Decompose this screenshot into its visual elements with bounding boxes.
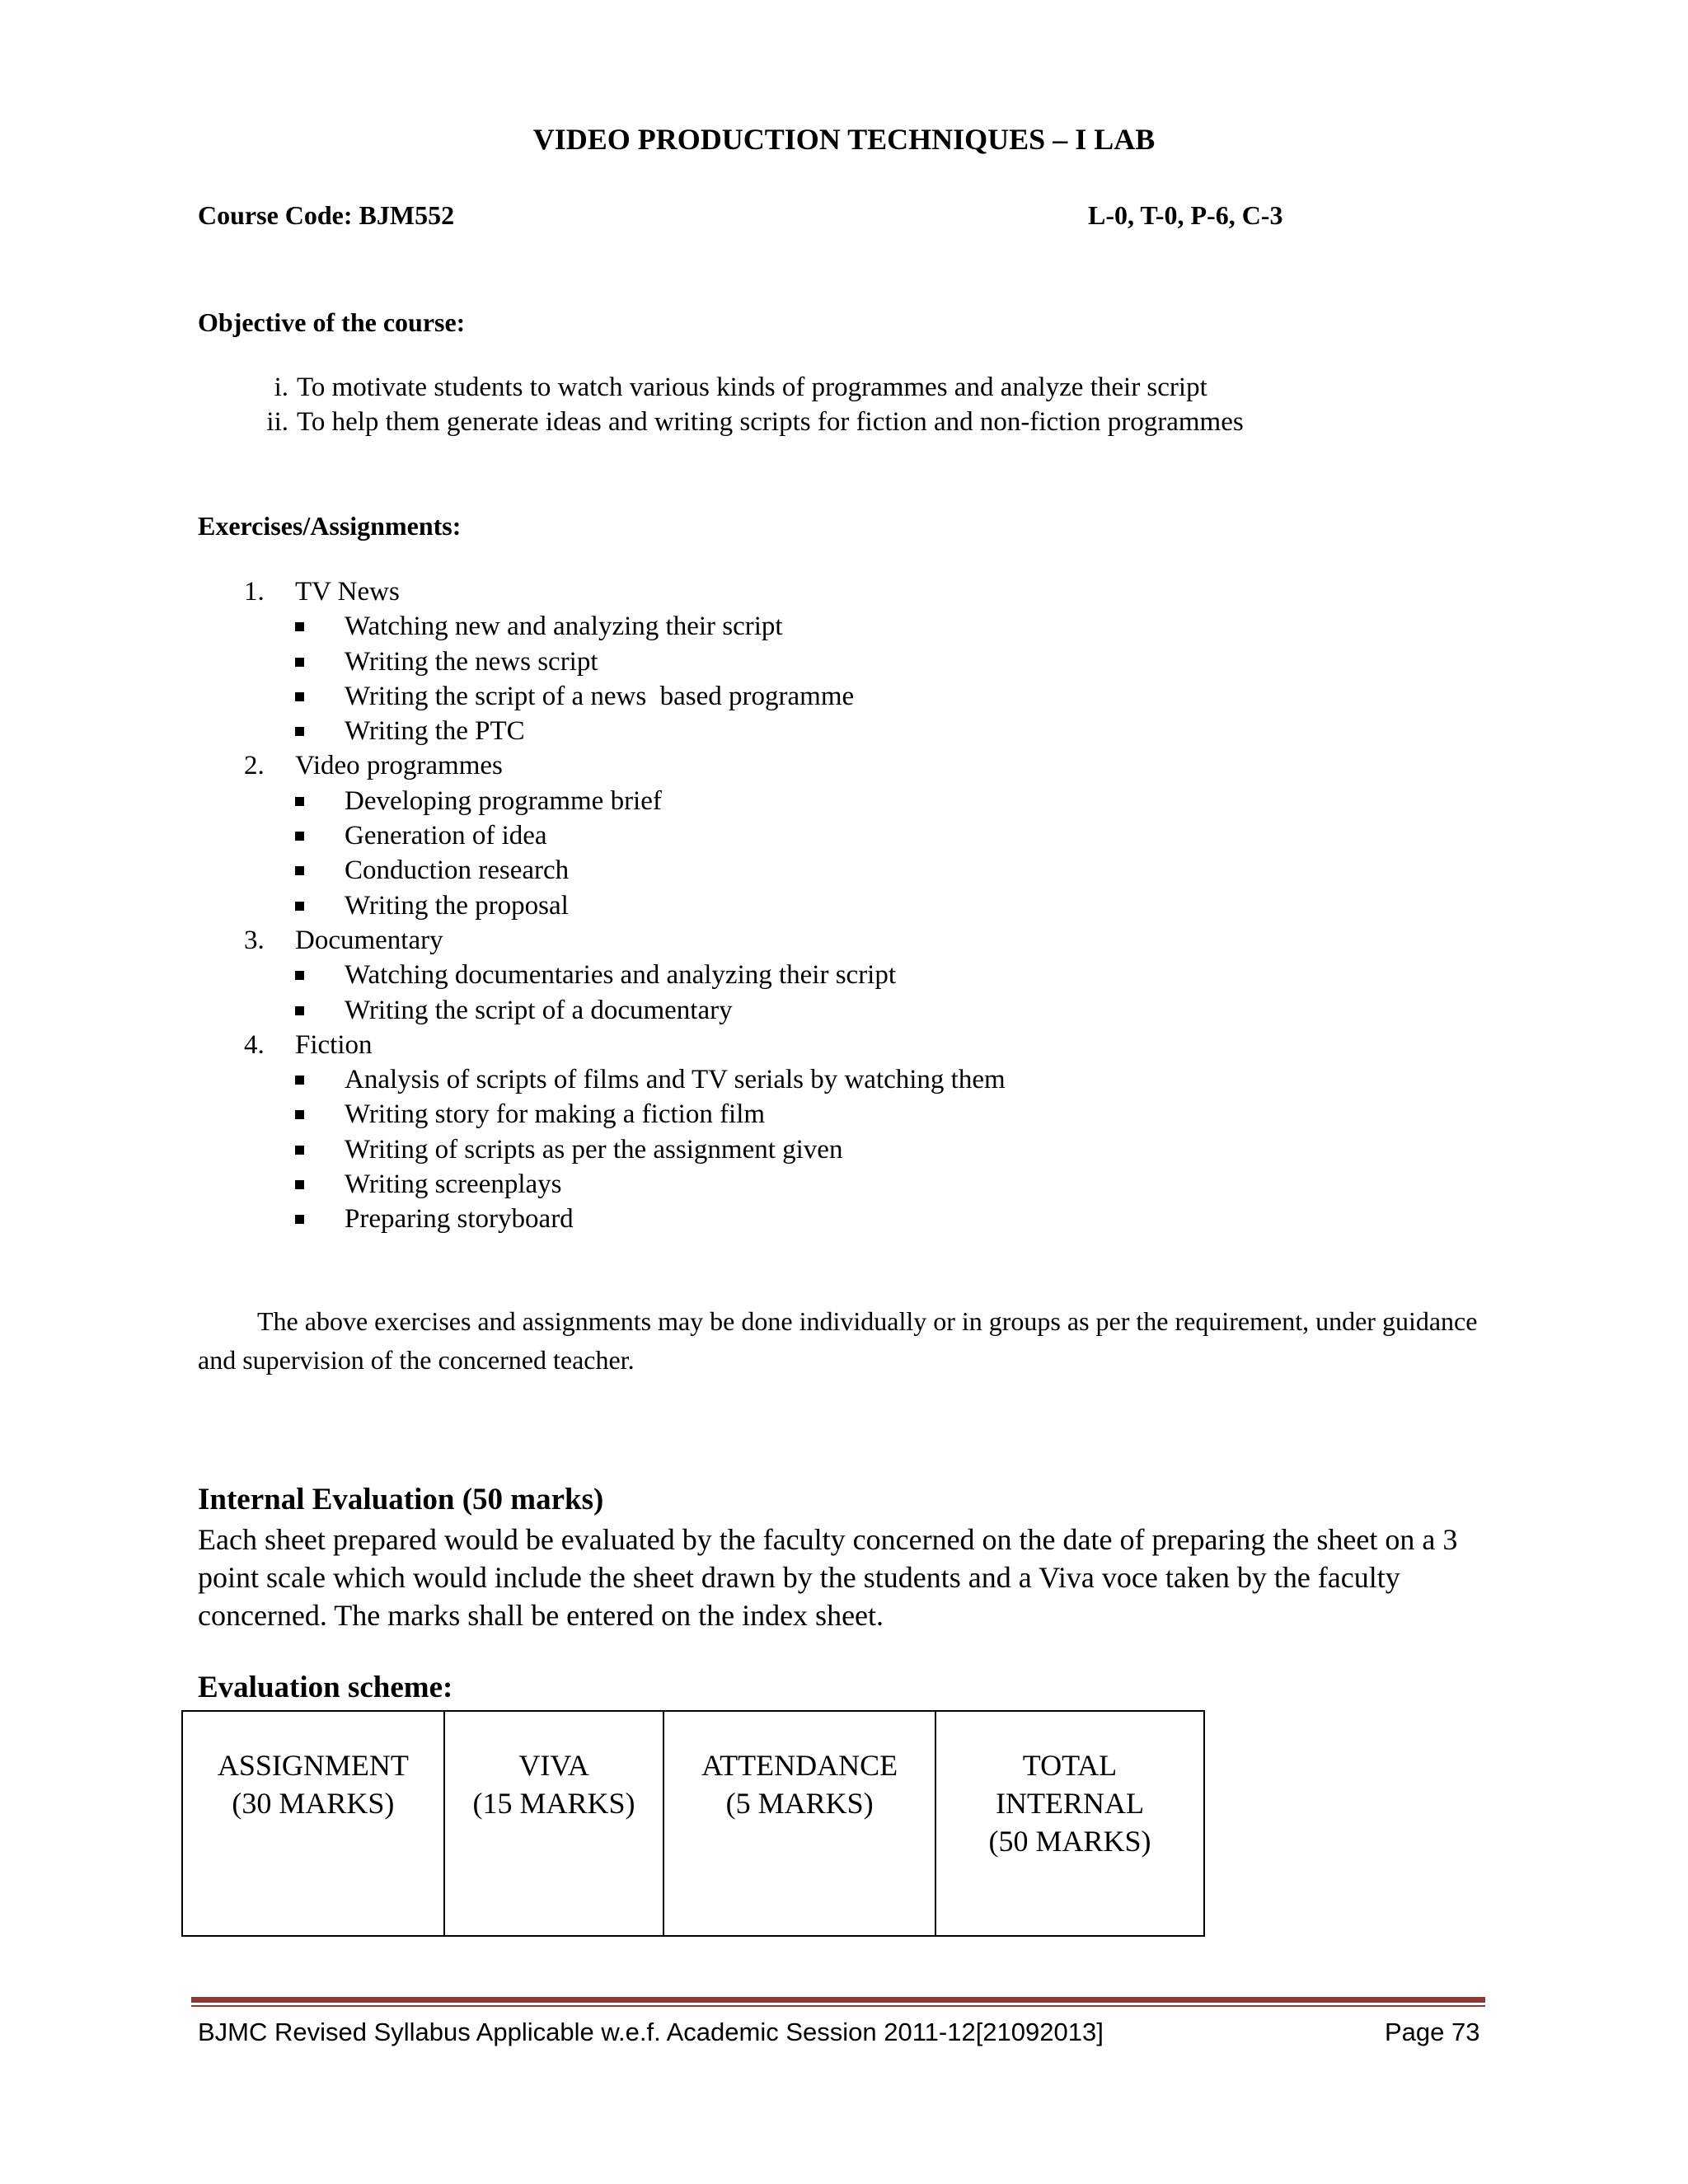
square-bullet-icon [295, 1076, 304, 1085]
exercise-title: Fiction [295, 1029, 373, 1060]
cell-line: ATTENDANCE [701, 1749, 898, 1782]
square-bullet-icon [295, 902, 304, 911]
square-bullet-icon [295, 1180, 304, 1189]
square-bullet-icon [295, 866, 304, 875]
square-bullet-icon [295, 832, 304, 841]
exercise-item-text: Writing the proposal [345, 890, 569, 921]
note-paragraph [198, 1302, 1484, 1380]
table-cell [663, 1711, 935, 1936]
table-row [182, 1711, 1204, 1936]
exercise-number: 3. [244, 925, 265, 955]
internal-evaluation-heading: Internal Evaluation (50 marks) [198, 1483, 604, 1516]
exercise-item-text: Writing the script of a news based programme [345, 681, 855, 711]
square-bullet-icon [295, 1146, 304, 1155]
course-credits: L-0, T-0, P-6, C-3 [1088, 200, 1283, 230]
cell-line: (50 MARKS) [988, 1825, 1151, 1858]
square-bullet-icon [295, 692, 304, 701]
cell-line: VIVA [518, 1749, 589, 1782]
cell-line: (5 MARKS) [725, 1787, 874, 1820]
square-bullet-icon [295, 1110, 304, 1119]
page-number: Page 73 [1385, 2018, 1480, 2046]
exercise-title: TV News [295, 577, 400, 607]
exercise-title: Video programmes [295, 751, 503, 781]
objective-heading: Objective of the course: [198, 307, 466, 337]
note-paragraph-text: The above exercises and assignments may be done individually or in groups as per the requirement, under guidance and supervision of the concerned teacher. [198, 1306, 1478, 1375]
square-bullet-icon [295, 797, 304, 806]
exercise-number: 4. [244, 1029, 265, 1060]
internal-evaluation-text: Each sheet prepared would be evaluated by the faculty concerned on the date of preparing the sheet on a 3 point scale which would include the sheet drawn by the students and a Viva voce taken by the faculty concerned. The marks shall be entered on the index sheet. [198, 1523, 1458, 1632]
table-cell [444, 1711, 664, 1936]
exercise-item-text: Writing screenplays [345, 1169, 562, 1200]
exercise-item-text: Developing programme brief [345, 785, 662, 816]
square-bullet-icon [295, 727, 304, 736]
exercise-number: 1. [244, 577, 265, 607]
square-bullet-icon [295, 1006, 304, 1015]
evaluation-scheme-heading: Evaluation scheme: [198, 1671, 453, 1704]
footer-divider-thin [191, 2005, 1485, 2007]
exercise-number: 2. [244, 751, 265, 781]
exercise-item-text: Analysis of scripts of films and TV serials by watching them [345, 1065, 1006, 1095]
exercise-item-text: Writing of scripts as per the assignment given [345, 1134, 843, 1165]
objective-number: i. [274, 373, 288, 402]
cell-line: (15 MARKS) [472, 1787, 635, 1820]
exercise-item-text: Watching documentaries and analyzing their script [345, 960, 897, 991]
footer-text: BJMC Revised Syllabus Applicable w.e.f. Academic Session 2011-12[21092013] [198, 2018, 1104, 2046]
cell-line: ASSIGNMENT [217, 1749, 409, 1782]
exercise-item-text: Writing the news script [345, 646, 598, 677]
square-bullet-icon [295, 658, 304, 667]
exercise-item-text: Generation of idea [345, 821, 547, 851]
exercise-item-text: Writing the script of a documentary [345, 995, 733, 1025]
exercise-item-text: Writing story for making a fiction film [345, 1099, 766, 1130]
objective-number: ii. [266, 407, 288, 437]
course-code: Course Code: BJM552 [198, 200, 455, 230]
exercise-item-text: Conduction research [345, 855, 570, 886]
square-bullet-icon [295, 622, 304, 631]
objective-text: To motivate students to watch various kinds of programmes and analyze their script [297, 373, 1207, 402]
cell-line: TOTAL [1022, 1749, 1118, 1782]
cell-line: (30 MARKS) [232, 1787, 395, 1820]
table-cell [935, 1711, 1204, 1936]
exercise-item-text: Watching new and analyzing their script [345, 612, 783, 642]
square-bullet-icon [295, 1215, 304, 1224]
evaluation-scheme-table [181, 1710, 1205, 1937]
exercise-title: Documentary [295, 925, 443, 955]
table-cell [182, 1711, 444, 1936]
cell-line: INTERNAL [995, 1787, 1144, 1820]
objective-text: To help them generate ideas and writing scripts for fiction and non-fiction programmes [297, 407, 1244, 437]
square-bullet-icon [295, 971, 304, 980]
exercise-item-text: Writing the PTC [345, 716, 525, 747]
footer-divider [191, 1997, 1485, 2003]
exercise-item-text: Preparing storyboard [345, 1204, 574, 1235]
page-title: VIDEO PRODUCTION TECHNIQUES – I LAB [532, 123, 1156, 156]
exercises-heading: Exercises/Assignments: [198, 511, 462, 541]
